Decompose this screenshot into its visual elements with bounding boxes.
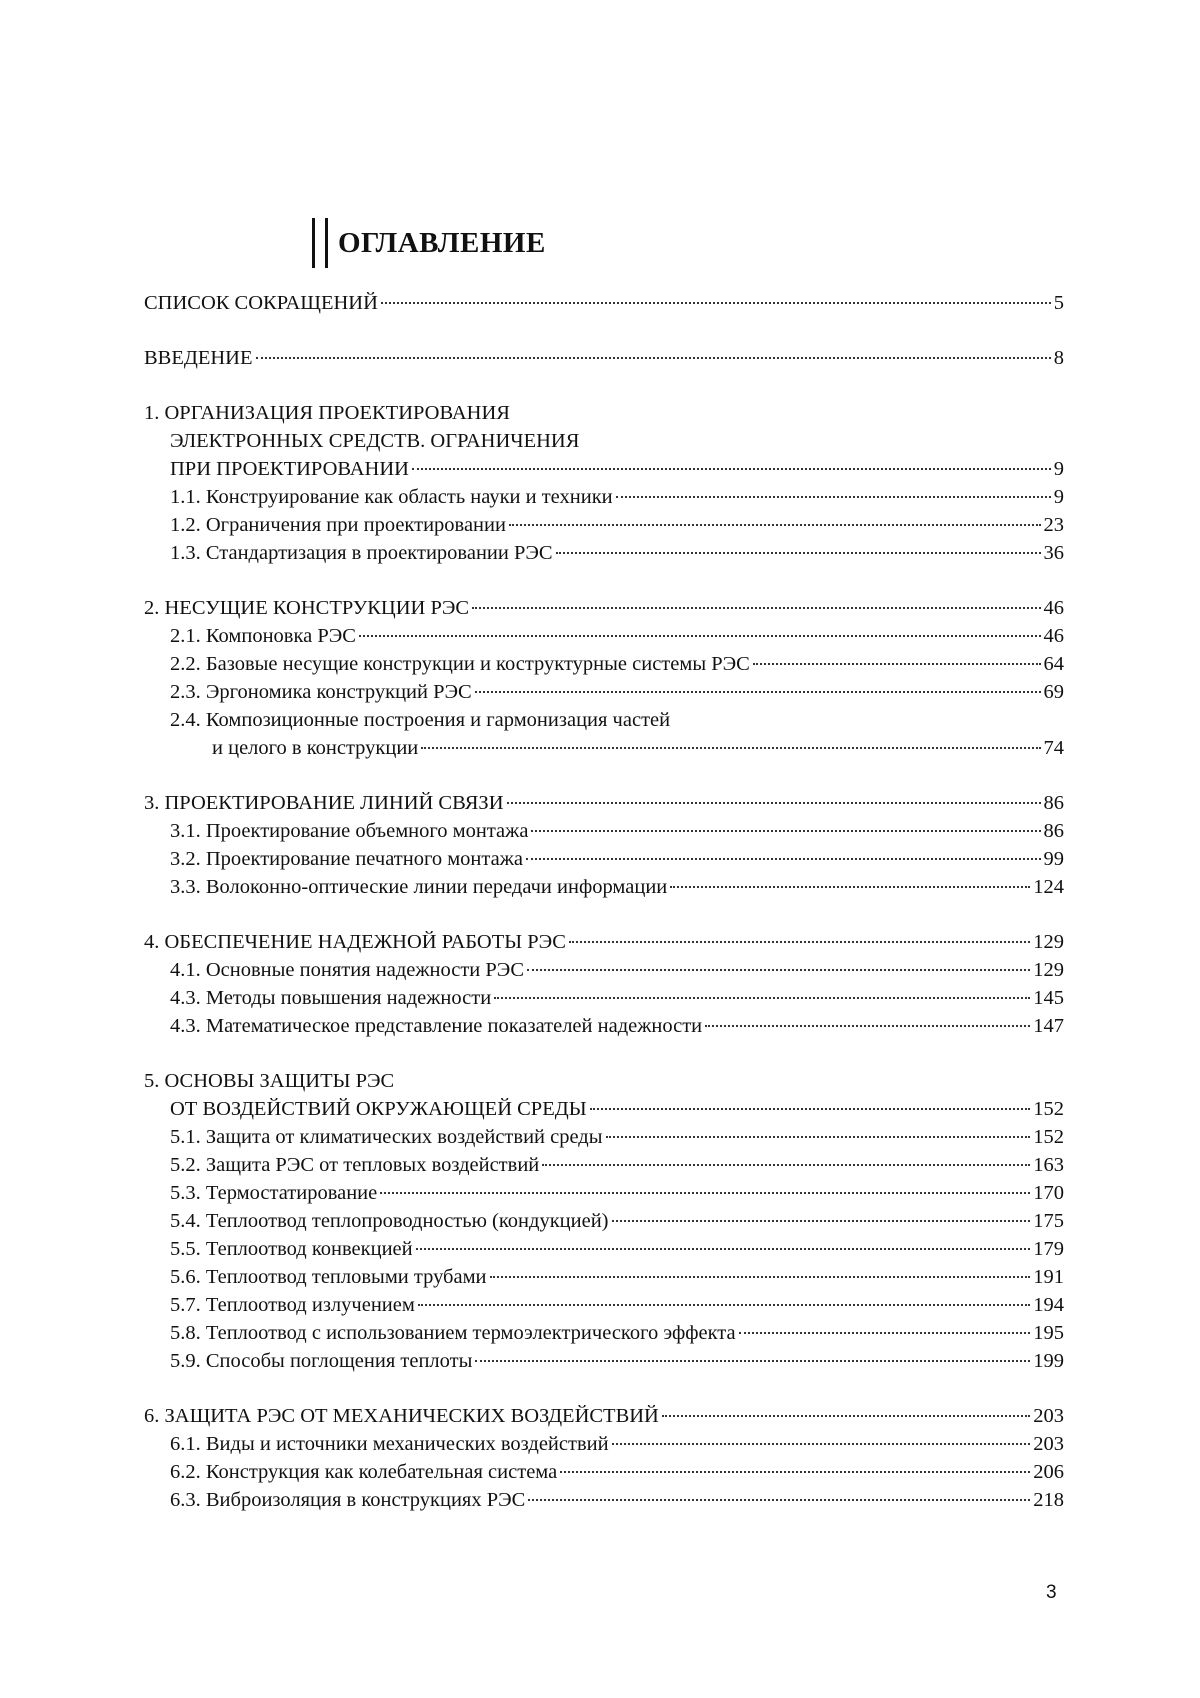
dot-leader [705,1024,1030,1027]
toc-entry[interactable] [144,678,1064,706]
toc-entry-page: 46 [1043,625,1064,647]
toc-entry[interactable] [144,483,1064,511]
toc-entry-label: 3.3. Волоконно-оптические линии передачи информации [170,876,668,898]
toc-entry-page: 8 [1053,347,1064,369]
toc-entry[interactable] [144,1067,1064,1095]
dot-leader [612,1219,1031,1222]
toc-entry-page: 145 [1033,987,1064,1009]
toc-entry[interactable] [144,984,1064,1012]
toc-entry-page: 206 [1033,1461,1064,1483]
toc-entry[interactable] [144,650,1064,678]
toc-entry[interactable] [144,817,1064,845]
toc-entry-label: 6.1. Виды и источники механических воздействий [170,1433,609,1455]
dot-leader [416,1247,1031,1250]
section-spacer [144,567,1064,594]
toc-entry[interactable] [144,956,1064,984]
toc-entry-label: 2.4. Композиционные построения и гармонизация частей [170,709,671,731]
toc-entry[interactable] [144,1263,1064,1291]
toc-entry-label: 3.1. Проектирование объемного монтажа [170,820,529,842]
toc-entry-page: 23 [1043,514,1064,536]
dot-leader [359,634,1041,637]
toc-entry[interactable] [144,1095,1064,1123]
toc-entry[interactable] [144,399,1064,427]
toc-entry-label: 4. ОБЕСПЕЧЕНИЕ НАДЕЖНОЙ РАБОТЫ РЭС [144,931,566,953]
toc-entry-page: 199 [1033,1350,1064,1372]
toc-entry-label: 6.2. Конструкция как колебательная система [170,1461,558,1483]
toc-entry-page: 147 [1033,1015,1064,1037]
toc-entry-page: 5 [1053,292,1064,314]
toc-entry-page: 9 [1053,458,1064,480]
dot-leader [542,1163,1030,1166]
toc-entry[interactable] [144,928,1064,956]
toc-entry[interactable] [144,539,1064,567]
section-spacer [144,762,1064,789]
dot-leader [531,829,1040,832]
toc-entry-label: 2. НЕСУЩИЕ КОНСТРУКЦИИ РЭС [144,597,470,619]
dot-leader [475,1359,1030,1362]
toc-entry[interactable] [144,344,1064,372]
toc-entry-label: 2.3. Эргономика конструкций РЭС [170,681,472,703]
toc-entry-page: 99 [1043,848,1064,870]
dot-leader [490,1275,1031,1278]
toc-entry-label: 4.3. Методы повышения надежности [170,987,492,1009]
toc-entry-page: 74 [1043,737,1064,759]
toc-entry-label: 6. ЗАЩИТА РЭС ОТ МЕХАНИЧЕСКИХ ВОЗДЕЙСТВИЙ [144,1405,659,1427]
table-of-contents [144,289,1064,1514]
toc-entry-label: 5.1. Защита от климатических воздействий среды [170,1126,603,1148]
dot-leader [381,301,1051,304]
dot-leader [612,1442,1031,1445]
dot-leader [606,1135,1031,1138]
toc-entry[interactable] [144,1402,1064,1430]
toc-entry-label: ПРИ ПРОЕКТИРОВАНИИ [170,458,409,480]
toc-entry[interactable] [144,1458,1064,1486]
toc-entry-page: 203 [1033,1405,1064,1427]
toc-entry-page: 194 [1033,1294,1064,1316]
dot-leader [662,1414,1030,1417]
dot-leader [475,690,1041,693]
dot-leader [670,885,1030,888]
toc-entry-label: 1.3. Стандартизация в проектировании РЭС [170,542,553,564]
toc-entry-label: ОТ ВОЗДЕЙСТВИЙ ОКРУЖАЮЩЕЙ СРЕДЫ [170,1098,587,1120]
toc-entry-label: 5.7. Теплоотвод излучением [170,1294,415,1316]
toc-entry-label: 4.3. Математическое представление показателей надежности [170,1015,703,1037]
toc-entry-page: 129 [1033,959,1064,981]
toc-entry[interactable] [144,1207,1064,1235]
toc-entry[interactable] [144,511,1064,539]
toc-entry-label: 2.2. Базовые несущие конструкции и коструктурные системы РЭС [170,653,750,675]
toc-entry-label: ВВЕДЕНИЕ [144,347,253,369]
dot-leader [753,662,1041,665]
dot-leader [739,1331,1031,1334]
toc-entry-label: 5.9. Способы поглощения теплоты [170,1350,473,1372]
dot-leader [256,356,1051,359]
toc-entry-page: 218 [1033,1489,1064,1511]
dot-leader [421,746,1040,749]
dot-leader [569,940,1030,943]
toc-entry-label: 5.8. Теплоотвод с использованием термоэлектрического эффекта [170,1322,736,1344]
dot-leader [527,968,1030,971]
page-title: ОГЛАВЛЕНИЕ [338,226,546,259]
dot-leader [412,467,1051,470]
dot-leader [526,857,1041,860]
toc-entry[interactable] [144,1486,1064,1514]
toc-entry-label: 6.3. Виброизоляция в конструкциях РЭС [170,1489,526,1511]
section-spacer [144,1375,1064,1402]
dot-leader [590,1107,1031,1110]
toc-entry[interactable] [144,622,1064,650]
toc-entry-label: 1.1. Конструирование как область науки и техники [170,486,613,508]
toc-entry[interactable] [144,1235,1064,1263]
toc-entry-label: 1.2. Ограничения при проектировании [170,514,506,536]
toc-entry-page: 179 [1033,1238,1064,1260]
dot-leader [418,1303,1030,1306]
toc-entry[interactable] [144,789,1064,817]
toc-entry[interactable] [144,455,1064,483]
toc-entry-label: СПИСОК СОКРАЩЕНИЙ [144,292,378,314]
toc-entry[interactable] [144,1347,1064,1375]
toc-entry[interactable] [144,706,1064,734]
dot-leader [616,495,1051,498]
section-spacer [144,901,1064,928]
toc-entry-label: 3. ПРОЕКТИРОВАНИЕ ЛИНИЙ СВЯЗИ [144,792,504,814]
toc-entry[interactable] [144,1151,1064,1179]
toc-entry[interactable] [144,1291,1064,1319]
toc-entry-page: 9 [1053,486,1064,508]
section-spacer [144,1040,1064,1067]
toc-entry[interactable] [144,1123,1064,1151]
toc-entry[interactable] [144,1012,1064,1040]
toc-entry-page: 86 [1043,792,1064,814]
dot-leader [560,1470,1030,1473]
toc-entry-page: 203 [1033,1433,1064,1455]
toc-entry-label: и целого в конструкции [212,737,419,759]
toc-entry-page: 191 [1033,1266,1064,1288]
toc-entry-label: 5.6. Теплоотвод тепловыми трубами [170,1266,487,1288]
toc-entry-page: 46 [1043,597,1064,619]
toc-entry-label: 5.2. Защита РЭС от тепловых воздействий [170,1154,540,1176]
toc-heading [312,218,546,268]
toc-entry-label: 5.4. Теплоотвод теплопроводностью (кондукцией) [170,1210,609,1232]
toc-entry[interactable] [144,1179,1064,1207]
toc-entry[interactable] [144,1430,1064,1458]
toc-entry-page: 170 [1033,1182,1064,1204]
toc-entry-label: 1. ОРГАНИЗАЦИЯ ПРОЕКТИРОВАНИЯ [144,402,510,424]
toc-entry-page: 175 [1033,1210,1064,1232]
toc-entry-label: 3.2. Проектирование печатного монтажа [170,848,523,870]
toc-entry-label: 5.5. Теплоотвод конвекцией [170,1238,413,1260]
toc-entry-page: 64 [1043,653,1064,675]
dot-leader [380,1191,1030,1194]
toc-entry[interactable] [144,427,1064,455]
toc-entry[interactable] [144,289,1064,317]
toc-entry-label: 2.1. Компоновка РЭС [170,625,356,647]
toc-entry-page: 124 [1033,876,1064,898]
toc-entry[interactable] [144,734,1064,762]
toc-entry-page: 129 [1033,931,1064,953]
toc-entry[interactable] [144,1319,1064,1347]
dot-leader [509,523,1041,526]
toc-entry-label: 5.3. Термостатирование [170,1182,378,1204]
toc-entry-page: 163 [1033,1154,1064,1176]
dot-leader [494,996,1030,999]
toc-entry-page: 152 [1033,1126,1064,1148]
toc-entry-page: 36 [1043,542,1064,564]
dot-leader [472,606,1040,609]
toc-entry-label: 4.1. Основные понятия надежности РЭС [170,959,525,981]
toc-entry-label: 5. ОСНОВЫ ЗАЩИТЫ РЭС [144,1070,395,1092]
section-spacer [144,317,1064,344]
double-bar-mark [312,218,328,268]
toc-entry-page: 152 [1033,1098,1064,1120]
page-number: 3 [1046,1582,1057,1603]
toc-entry[interactable] [144,873,1064,901]
section-spacer [144,372,1064,399]
toc-entry-page: 86 [1043,820,1064,842]
dot-leader [528,1498,1030,1501]
toc-entry-page: 195 [1033,1322,1064,1344]
toc-entry-label: ЭЛЕКТРОННЫХ СРЕДСТВ. ОГРАНИЧЕНИЯ [170,430,580,452]
dot-leader [556,551,1041,554]
toc-entry[interactable] [144,594,1064,622]
toc-entry[interactable] [144,845,1064,873]
dot-leader [507,801,1041,804]
toc-entry-page: 69 [1043,681,1064,703]
